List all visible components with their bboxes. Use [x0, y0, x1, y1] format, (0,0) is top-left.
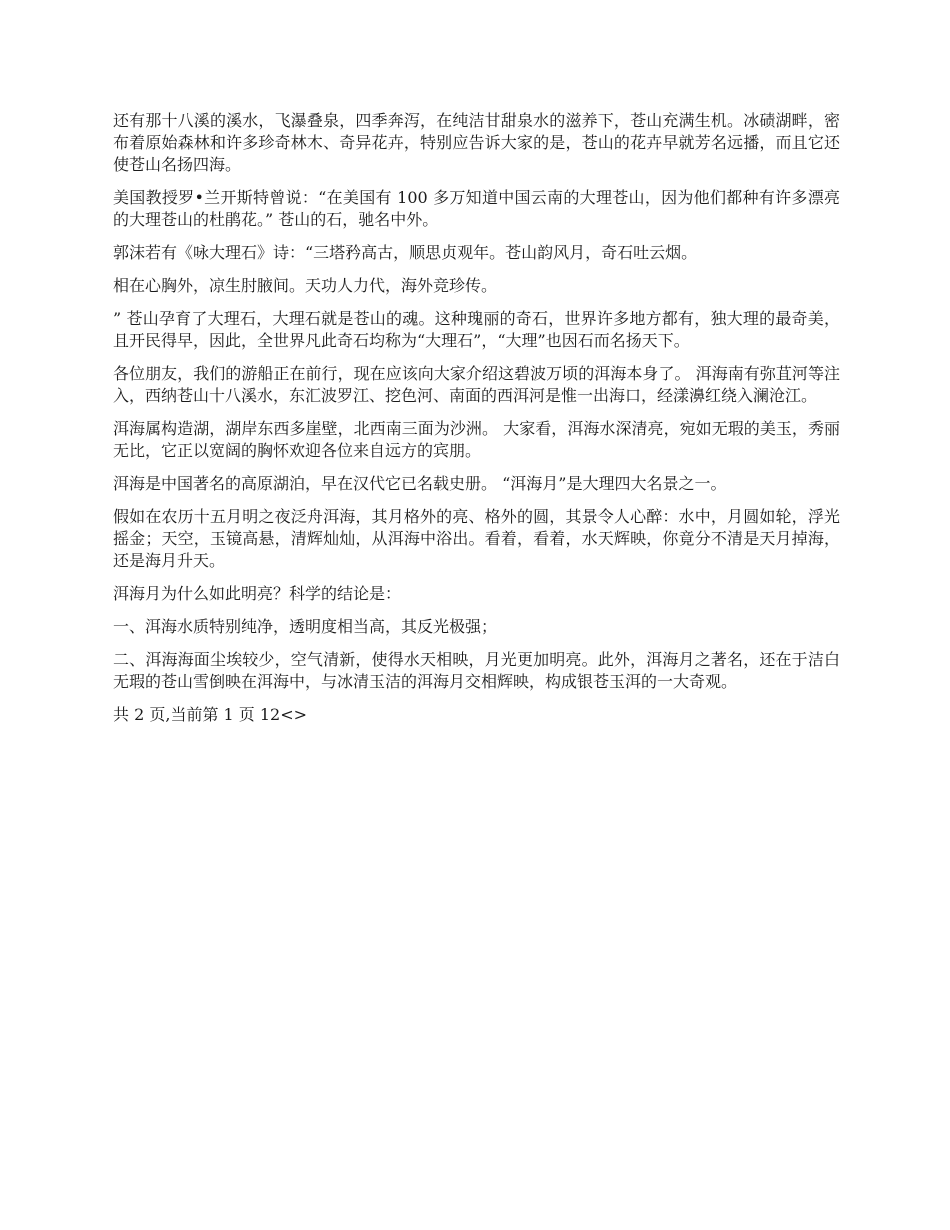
- paragraph-12: 二、洱海海面尘埃较少，空气清新，使得水天相映，月光更加明亮。此外，洱海月之著名，还在于洁白无瑕的苍山雪倒映在洱海中，与冰清玉洁的洱海月交相辉映，构成银苍玉洱的一大奇观。: [113, 650, 840, 691]
- paragraph-10: 洱海月为什么如此明亮？科学的结论是：: [113, 584, 402, 603]
- paragraph-5: ” 苍山孕育了大理石，大理石就是苍山的魂。这种瑰丽的奇石，世界许多地方都有，独大理的最奇美，且开民得早，因此，全世界凡此奇石均称为“大理石”，“大理”也因石而名扬天下。: [113, 309, 840, 350]
- paragraph-6: 各位朋友，我们的游船正在前行，现在应该向大家介绍这碧波万顷的洱海本身了。 洱海南有弥苴河等注入，西纳苍山十八溪水，东汇波罗江、挖色河、南面的西洱河是惟一出海口，经漾濞红绕入澜沧江。: [113, 364, 840, 405]
- pagination[interactable]: 共 2 页,当前第 1 页 12<>: [113, 705, 308, 724]
- paragraph-3: 郭沫若有《咏大理石》诗：“三塔矜高古，顺思贞观年。苍山韵风月，奇石吐云烟。: [113, 243, 698, 262]
- paragraph-7: 洱海属构造湖，湖岸东西多崖壁，北西南三面为沙洲。 大家看，洱海水深清亮，宛如无瑕的美玉，秀丽无比，它正以宽阔的胸怀欢迎各位来自远方的宾朋。: [113, 419, 840, 460]
- paragraph-8: 洱海是中国著名的高原湖泊，早在汉代它已名载史册。 “洱海月”是大理四大名景之一。: [113, 474, 727, 493]
- paragraph-2: 美国教授罗•兰开斯特曾说：“在美国有 100 多万知道中国云南的大理苍山，因为他们都种有许多漂亮的大理苍山的杜鹃花。” 苍山的石，驰名中外。: [113, 188, 840, 229]
- paragraph-11: 一、洱海水质特别纯净，透明度相当高，其反光极强；: [113, 617, 498, 636]
- document-page: [113, 110, 840, 726]
- paragraph-9: 假如在农历十五月明之夜泛舟洱海，其月格外的亮、格外的圆，其景令人心醉：水中，月圆如轮，浮光摇金；天空，玉镜高悬，清辉灿灿，从洱海中浴出。看着，看着，水天辉映，你竟分不清是天月掉海，还是海月升天。: [113, 507, 840, 570]
- paragraph-4: 相在心胸外，凉生肘腋间。天功人力代，海外竞珍传。: [113, 276, 498, 295]
- paragraph-1: 还有那十八溪的溪水，飞瀑叠泉，四季奔泻，在纯洁甘甜泉水的滋养下，苍山充满生机。冰碛湖畔，密布着原始森林和许多珍奇林木、奇异花卉，特别应告诉大家的是，苍山的花卉早就芳名远播，而且它还使苍山名扬四海。: [113, 111, 840, 174]
